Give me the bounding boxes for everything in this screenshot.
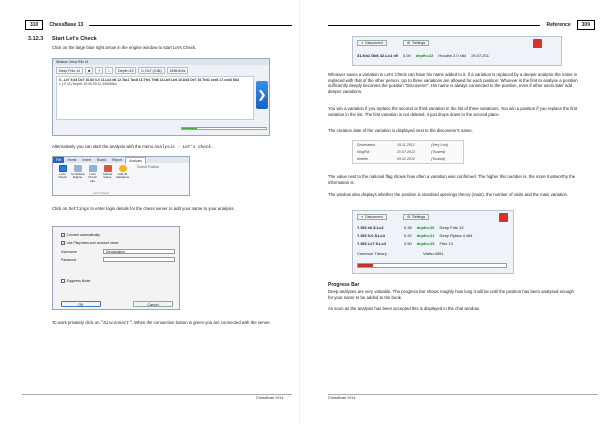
variation-eval: 0.50 xyxy=(404,241,412,246)
discoverer-row xyxy=(357,157,445,161)
ribbon-item-lets-check[interactable] xyxy=(56,165,69,183)
ribbon-tab-report[interactable]: Report xyxy=(112,158,123,162)
submit-icon xyxy=(104,165,112,172)
engine-progress-bar xyxy=(181,127,267,130)
progress-bar xyxy=(357,263,507,268)
ribbon-screenshot xyxy=(52,156,190,196)
left-footer: ChessBase 2014 xyxy=(256,396,284,400)
connect-auto-row[interactable] xyxy=(61,233,100,237)
top-row-engine: Houdini 2.0 x64 xyxy=(438,53,467,58)
theory-label: Common Theory xyxy=(357,251,387,256)
password-input[interactable] xyxy=(103,257,175,262)
ribbon-tab-home[interactable]: Home xyxy=(67,158,77,162)
variation-depth: depth=21 xyxy=(416,233,435,238)
para-variations: Whoever saves a variation in Let's Check can have his name added to it. If a variation is replaced by a deeper analysis the name is replaced with that of the other person. Up to three variations are allowed for each position. Whoever is the first to analyse a position sufficiently deeply becomes the position "Discoverer". His name is always connected to the position, even if other users later add deeper variations. xyxy=(328,72,578,94)
section-number: 3.12.3 xyxy=(28,36,44,42)
left-page-number: 310 xyxy=(25,20,43,30)
discoverer-status: (Trusted) xyxy=(431,150,446,154)
left-header-rule xyxy=(89,25,292,26)
variation-row[interactable] xyxy=(357,225,463,230)
discoverer-date: 20.07.2012 xyxy=(397,150,415,154)
username-input[interactable]: Devlamateur xyxy=(103,249,175,254)
para-menu-path: Analysis - Let's Check. xyxy=(154,145,214,150)
ribbon-item-label: Let's Check Info xyxy=(88,172,97,183)
variation-moves: 7.Sf3 Le7 8.Lc4 xyxy=(357,241,386,246)
variation-engine: Deep Fritz 13 xyxy=(439,225,464,230)
suppress-noise-row[interactable] xyxy=(61,279,90,283)
top-row-eval: 0.00 xyxy=(402,53,411,58)
engine-line-info: = (-0.11) Depth: 19 00:00:12 2452kN/s xyxy=(59,82,117,87)
ribbon-item-lets-check-info[interactable] xyxy=(86,165,99,183)
variation-moves: 7.Sf3 e6 8.Lc4 xyxy=(357,225,384,230)
engine-toolbar xyxy=(56,67,188,74)
left-footer-rule xyxy=(22,394,292,395)
section-title: Start Let's Check xyxy=(52,36,97,42)
use-account-label: Use Playchess.com account name xyxy=(66,241,119,245)
left-header xyxy=(22,20,292,30)
ribbon-item-label: Let's Check xyxy=(58,172,67,180)
engine-label[interactable]: Deep Fritz 14 xyxy=(56,67,83,74)
para-disconnect-a: To work privately click on xyxy=(52,320,100,325)
top-row-moves: 31.Kb1 Db6 32.Lc1 e5 xyxy=(357,53,398,58)
engine-progress-fill xyxy=(182,128,197,129)
top-row-date: 29.07.201 xyxy=(471,53,489,58)
engine-output xyxy=(56,76,254,120)
variation-eval: 0.36 xyxy=(404,225,412,230)
right-page-number: 309 xyxy=(577,20,595,30)
para-disconnect xyxy=(52,320,282,327)
ribbon-item-label: Add all Variations xyxy=(116,172,130,180)
discoverer-row xyxy=(357,143,448,147)
para-settings-mono: Settings xyxy=(68,207,90,212)
para-date: The creation date of the variation is displayed next to the discoverer's name. xyxy=(328,128,473,133)
username-label: Username xyxy=(61,250,77,254)
discoverer-date: 19.11.2012 xyxy=(397,143,415,147)
variation-row[interactable] xyxy=(357,233,472,238)
settings-label: Settings xyxy=(412,41,426,45)
discoverers-screenshot xyxy=(352,140,464,164)
para-accepted: As soon as the analysis has been accepted this is displayed in the chat window. xyxy=(328,306,480,311)
engine-search-icon[interactable]: ⌕ xyxy=(105,67,113,74)
disconnect-button[interactable] xyxy=(357,40,387,46)
progress-bar-heading: Progress Bar xyxy=(328,282,360,288)
variation-depth: depth=26 xyxy=(416,225,435,230)
ribbon-tab-file[interactable]: File xyxy=(53,157,64,163)
settings-icon: ⚙ xyxy=(407,41,411,45)
para-progress: Deep analyses are very valuable. The progress bar shows roughly how long it will be until the position has been analysed enough for your name to be added to the book. xyxy=(328,289,574,300)
discoverer-date: 09.02.2012 xyxy=(397,157,415,161)
ribbon-tab-analysis[interactable]: Analysis xyxy=(125,157,146,164)
ribbon-group-label: Let's Check xyxy=(93,191,109,195)
start-lets-check-arrow-icon[interactable]: ❯ xyxy=(256,81,268,109)
engine-eval: 0. Dc7 (2:36) xyxy=(138,67,164,74)
para-menu-text: Alternatively you can start the analysis with the menu xyxy=(52,144,154,149)
use-account-row[interactable] xyxy=(61,241,119,245)
visits-label: Visits=4361 xyxy=(423,251,444,256)
disconnect-button-2[interactable] xyxy=(357,214,387,220)
use-account-checkbox[interactable]: ✓ xyxy=(62,241,65,246)
right-footer: ChessBase 2014 xyxy=(328,396,356,400)
ribbon-tab-insert[interactable]: Insert xyxy=(82,158,91,162)
ribbon-tab-board[interactable]: Board xyxy=(97,158,107,162)
para-disconnect-mono: "Disconnect" xyxy=(100,321,132,326)
ribbon-item-label: Submit Game xyxy=(102,172,113,180)
lets-check-variations-screenshot xyxy=(352,210,514,274)
connect-auto-label: Connect automatically xyxy=(66,233,100,237)
suppress-noise-checkbox[interactable] xyxy=(61,279,65,283)
engine-window-titlebar: Window: Deep Fritz 14 xyxy=(53,59,269,65)
discoverer-name: KingRik xyxy=(357,150,370,154)
right-page xyxy=(300,0,600,424)
ribbon-item-contribute-engine[interactable] xyxy=(71,165,84,183)
connect-auto-checkbox[interactable]: ✓ xyxy=(62,233,65,238)
ribbon-item-add-variations[interactable] xyxy=(116,165,129,183)
engine-line-main: 0...Le7 9.b3 Dc7 10.b3 0-0 11.Lb2 b6 12.Tac1 Tac8 13.Tfe1 Tfd8 14.Lb5 Lb6 15.Dd3 De7 16.Ted1 cxd4 17.cxd4 Sb4 xyxy=(59,78,239,82)
ribbon-items xyxy=(53,163,189,185)
engine-speed: 2836 kN/s xyxy=(167,67,189,74)
discoverer-name: dretele xyxy=(357,157,368,161)
suppress-noise-label: Suppress Noise xyxy=(66,279,91,283)
right-header-title: Reference xyxy=(546,22,571,28)
ribbon-item-label: Contribute Engine xyxy=(71,172,85,180)
para-menu xyxy=(52,144,282,151)
discoverer-status: (Trusted) xyxy=(431,157,446,161)
settings-label: Settings xyxy=(412,215,426,219)
ok-button[interactable]: OK xyxy=(61,301,101,307)
ribbon-submit-position[interactable]: Submit Position xyxy=(137,165,160,169)
engine-stop-icon[interactable]: ■ xyxy=(85,67,93,74)
settings-dialog-screenshot xyxy=(52,226,180,310)
variation-row[interactable] xyxy=(357,241,453,246)
password-label: Password xyxy=(61,258,76,262)
para-flag: The value next to the national flag shows how often a variation was confirmed. The higher this number is, the more trustworthy the information is. xyxy=(328,174,576,185)
lets-check-logo-icon xyxy=(533,39,542,48)
variation-eval: 0.20 xyxy=(404,233,412,238)
info-icon xyxy=(89,165,97,172)
para-start: Click on the large blue right arrow in the engine window to start Let's Check. xyxy=(52,45,197,50)
variation-engine: Fritz 13 xyxy=(439,241,453,246)
engine-icon xyxy=(74,165,82,172)
lets-check-logo-icon xyxy=(499,213,508,222)
discoverer-status: (Very Low) xyxy=(431,143,449,147)
discoverer-row xyxy=(357,150,445,154)
para-window: The window also displays whether the position is standard openings theory (main), the number of visits and the main variation. xyxy=(328,192,569,197)
para-disconnect-b: . When the connection button is green you are connected with the server. xyxy=(131,320,271,325)
para-win: You win a variation if you replace the second or third variation in the list of three variations. You win a position if you replace the first variation in the list. The first variation is not deleted, it just drops down to the second place. xyxy=(328,106,578,117)
settings-icon: ⚙ xyxy=(407,215,411,219)
disconnect-label: Disconnect xyxy=(365,215,383,219)
engine-depth: Depth=19 xyxy=(115,67,136,74)
theory-row xyxy=(357,251,444,256)
variation-moves: 7.Sf3 0-0 8.Lc4 xyxy=(357,233,385,238)
ribbon-item-submit-game[interactable] xyxy=(101,165,114,183)
lets-check-top-screenshot xyxy=(352,36,562,66)
cancel-button[interactable]: Cancel xyxy=(133,301,173,307)
top-variation-row[interactable] xyxy=(357,53,489,58)
top-row-depth: depth=22 xyxy=(415,53,434,58)
check-icon xyxy=(119,165,127,172)
variation-depth: depth=25 xyxy=(416,241,435,246)
settings-button[interactable] xyxy=(403,40,429,46)
discoverer-name: Devlmateur xyxy=(357,143,376,147)
engine-plus-icon[interactable]: + xyxy=(95,67,103,74)
variation-engine: Deep Rybka 4 x64 xyxy=(439,233,473,238)
para-settings-b: to enter login details for the chess server to add your name to your analysis. xyxy=(90,206,235,211)
para-settings xyxy=(52,206,282,213)
para-settings-a: Click on xyxy=(52,206,68,211)
right-header xyxy=(328,20,598,30)
engine-window-screenshot xyxy=(52,58,270,136)
left-header-title: ChessBase 13 xyxy=(49,22,84,28)
right-header-rule xyxy=(328,25,540,26)
connection-icon: ● xyxy=(361,41,364,45)
right-footer-rule xyxy=(328,394,598,395)
disconnect-label: Disconnect xyxy=(365,41,383,45)
settings-button-2[interactable] xyxy=(403,214,429,220)
progress-fill xyxy=(358,264,373,267)
lets-check-icon xyxy=(59,165,67,172)
connection-icon: ● xyxy=(361,215,364,219)
